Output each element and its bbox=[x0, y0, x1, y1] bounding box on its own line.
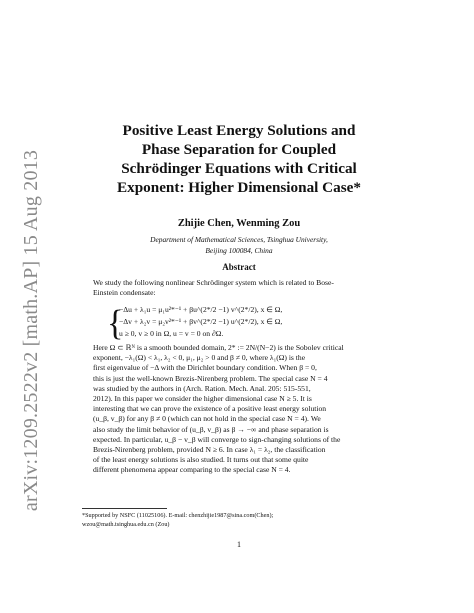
abstract-intro-line: Einstein condensate: bbox=[93, 288, 156, 298]
abstract-line: Here Ω ⊂ ℝᴺ is a smooth bounded domain, 2* := 2N/(N−2) is the Sobolev critical bbox=[93, 343, 344, 352]
title-line: Schrödinger Equations with Critical bbox=[121, 160, 357, 177]
footnote bbox=[82, 512, 420, 529]
abstract-line: (u_β, v_β) for any β ≠ 0 (which can not hold in the special case N = 4). We bbox=[93, 414, 321, 424]
paper-title bbox=[60, 121, 418, 197]
title-line: Positive Least Energy Solutions and bbox=[122, 122, 356, 139]
affiliation-line: Department of Mathematical Sciences, Tsinghua University, bbox=[150, 235, 328, 244]
abstract-line: exponent, −λ₁(Ω) < λ₁, λ₂ < 0, μ₁, μ₂ > 0 and β ≠ 0, where λ₁(Ω) is the bbox=[93, 353, 306, 363]
author-names: Zhijie Chen, Wenming Zou bbox=[177, 218, 301, 229]
abstract-line: was studied by the authors in (Arch. Ration. Mech. Anal. 205: 515-551, bbox=[93, 383, 311, 393]
abstract-line: expected. In particular, u_β − v_β will converge to sign-changing solutions of the bbox=[93, 434, 341, 444]
abstract-line: Brezis-Nirenberg problem, provided N ≥ 6. In case λ₁ = λ₂, the classification bbox=[93, 445, 326, 455]
abstract-line: also study the limit behavior of (u_β, v_β) as β → −∞ and phase separation is bbox=[93, 424, 329, 434]
equation-line: −Δv + λ₂v = μ₂v²*⁻¹ + βv^(2*/2 −1) u^(2*/2), x ∈ Ω, bbox=[119, 317, 283, 326]
footnote-line: *Supported by NSFC (11025106). E-mail: chenzhijie1987@sina.com(Chen); bbox=[82, 512, 274, 519]
abstract-line: of the least energy solutions is also studied. It turns out that some quite bbox=[93, 455, 309, 465]
abstract-heading: Abstract bbox=[222, 262, 256, 272]
abstract-line: this is just the well-known Brezis-Nirenberg problem. The special case N = 4 bbox=[93, 373, 328, 383]
abstract-intro-line: We study the following nonlinear Schrödinger system which is related to Bose- bbox=[93, 278, 334, 287]
author-affiliation bbox=[60, 234, 418, 256]
system-brace: { bbox=[107, 304, 124, 343]
abstract-body bbox=[93, 343, 385, 476]
title-line: Exponent: Higher Dimensional Case* bbox=[116, 179, 361, 196]
equation-line: −Δu + λ₁u = μ₁u²*⁻¹ + βu^(2*/2 −1) v^(2*/2), x ∈ Ω, bbox=[119, 305, 283, 314]
equation-line: u ≥ 0, v ≥ 0 in Ω, u = v = 0 on ∂Ω. bbox=[119, 329, 224, 338]
abstract-line: 2012). In this paper we consider the higher dimensional case N ≥ 5. It is bbox=[93, 394, 312, 404]
title-line: Phase Separation for Coupled bbox=[141, 141, 337, 158]
footnote-rule bbox=[82, 508, 167, 509]
arxiv-identifier-stamp bbox=[4, 95, 60, 565]
abstract-line: different phenomena appear comparing to the special case N = 4. bbox=[93, 465, 291, 475]
affiliation-line: Beijing 100084, China bbox=[205, 246, 273, 255]
abstract-intro bbox=[93, 278, 385, 298]
arxiv-identifier-text: arXiv:1209.2522v2 [math.AP] 15 Aug 2013 bbox=[20, 149, 43, 511]
abstract-line: first eigenvalue of −Δ with the Dirichlet boundary condition. When β = 0, bbox=[93, 363, 317, 373]
page-number: 1 bbox=[237, 540, 241, 549]
abstract-line: interesting that we can prove the existence of a positive least energy solution bbox=[93, 404, 327, 414]
footnote-line: wzou@math.tsinghua.edu.cn (Zou) bbox=[82, 520, 170, 528]
